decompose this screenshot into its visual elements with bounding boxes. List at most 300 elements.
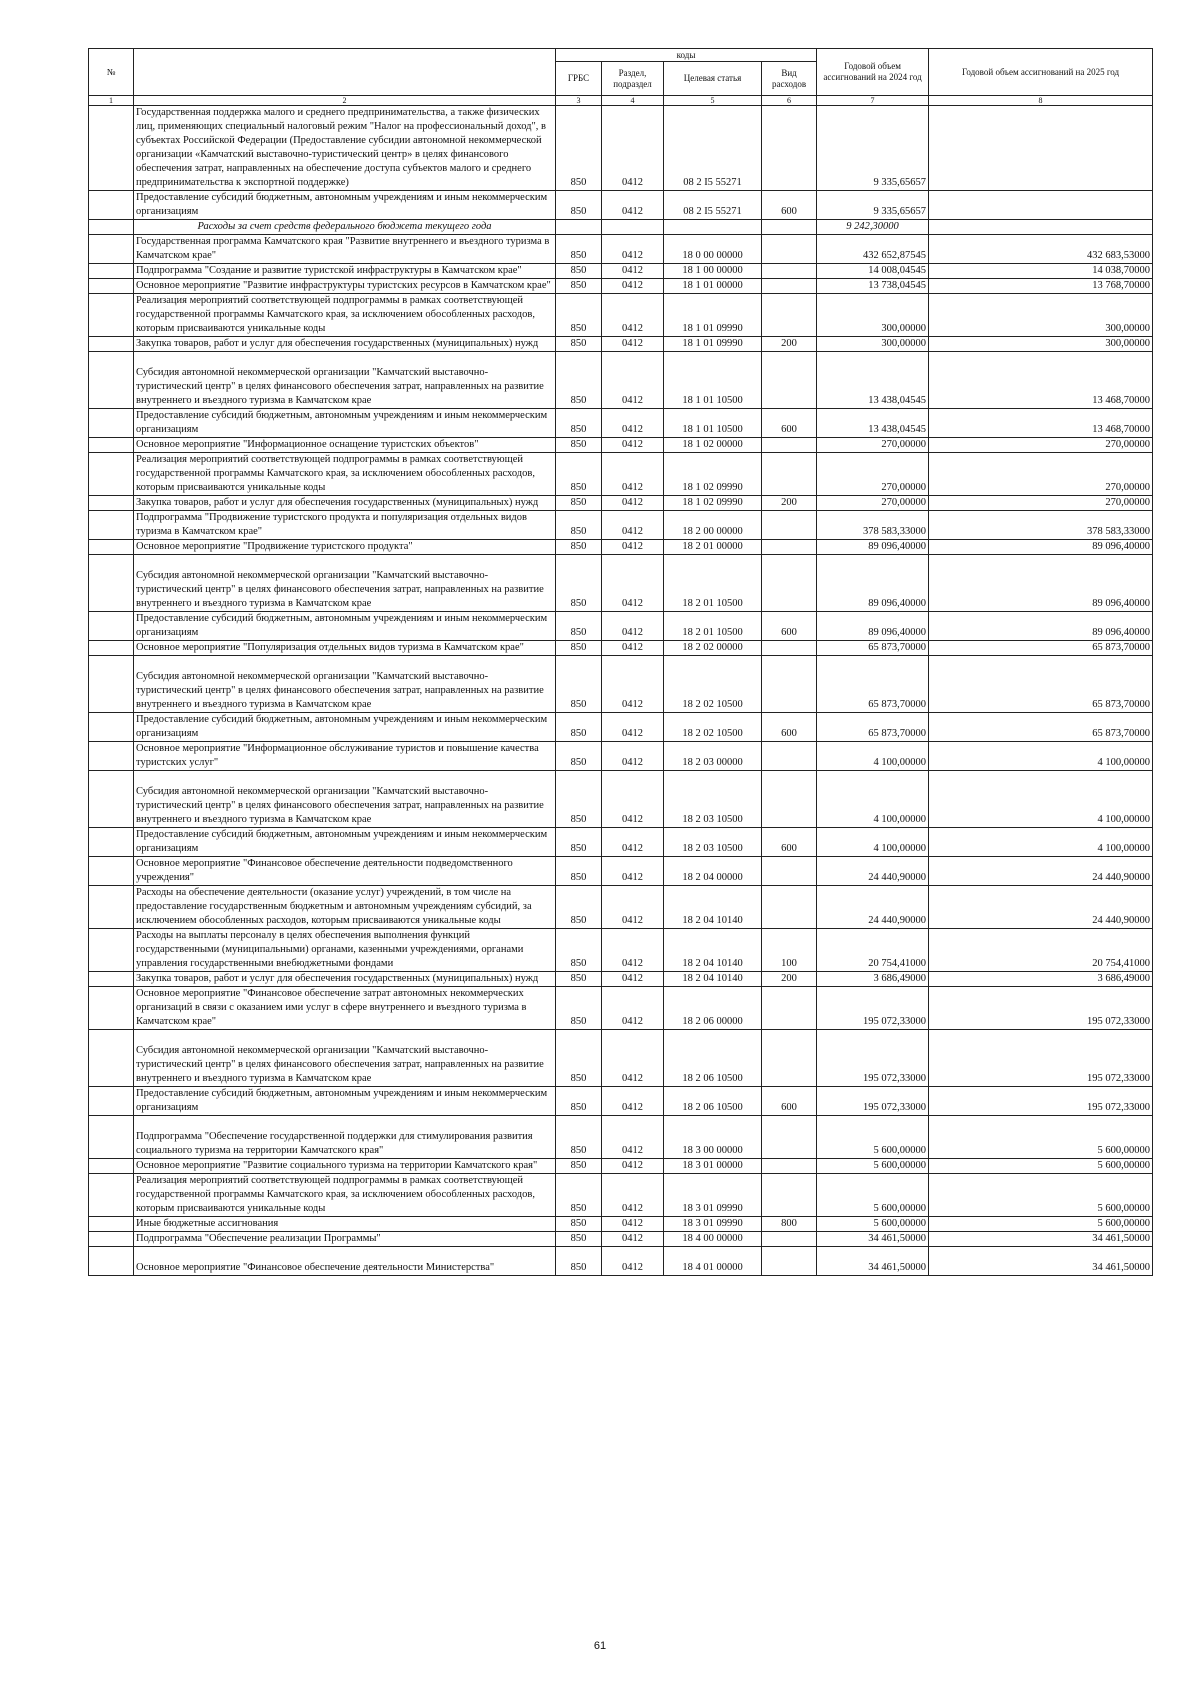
grbs-cell: 850 <box>556 828 602 857</box>
row-name-text: Предоставление субсидий бюджетным, автономным учреждениям и иным некоммерческим организациям <box>136 613 548 638</box>
row-name-text: Подпрограмма "Обеспечение государственной поддержки для стимулирования развития социального туризма на территории Камчатского края" <box>136 1131 533 1156</box>
vid-cell <box>762 235 817 264</box>
vol-2024-cell: 378 583,33000 <box>817 511 929 540</box>
razdel-cell: 0412 <box>602 886 664 929</box>
row-note-cell: Расходы за счет средств федерального бюджета текущего года <box>134 220 556 235</box>
table-row <box>89 106 1153 191</box>
row-name-text: Основное мероприятие "Популяризация отдельных видов туризма в Камчатском крае" <box>136 642 524 653</box>
vid-cell <box>762 771 817 828</box>
row-name-text: Предоставление субсидий бюджетным, автономным учреждениям и иным некоммерческим организациям <box>136 192 548 217</box>
page-number: 61 <box>593 1640 607 1652</box>
vol-2024-cell: 13 438,04545 <box>817 409 929 438</box>
row-name-text: Подпрограмма "Обеспечение реализации Программы" <box>136 1233 381 1244</box>
vol-2024-cell: 34 461,50000 <box>817 1247 929 1276</box>
vol-2025-cell: 5 600,00000 <box>929 1217 1153 1232</box>
row-name-cell <box>134 828 556 857</box>
vid-cell <box>762 294 817 337</box>
razdel-cell <box>602 220 664 235</box>
vol-2024-cell: 24 440,90000 <box>817 857 929 886</box>
vid-cell <box>762 279 817 294</box>
vol-2024-cell: 65 873,70000 <box>817 641 929 656</box>
razdel-cell: 0412 <box>602 352 664 409</box>
table-note-row <box>89 220 1153 235</box>
vol-2025-cell: 89 096,40000 <box>929 540 1153 555</box>
table-row <box>89 612 1153 641</box>
row-name-cell <box>134 453 556 496</box>
vol-2024-cell: 195 072,33000 <box>817 1087 929 1116</box>
vol-2025-cell: 195 072,33000 <box>929 987 1153 1030</box>
row-name-text: Основное мероприятие "Финансовое обеспечение затрат автономных некоммерческих организаций в связи с оказанием ими услуг в сфере внутреннего и въездного туризма в Камчатском крае" <box>136 988 527 1027</box>
table-row <box>89 656 1153 713</box>
column-index: 4 <box>602 96 664 106</box>
vol-2025-cell: 195 072,33000 <box>929 1087 1153 1116</box>
razdel-cell: 0412 <box>602 409 664 438</box>
grbs-cell: 850 <box>556 540 602 555</box>
vol-2025-cell: 5 600,00000 <box>929 1116 1153 1159</box>
razdel-cell: 0412 <box>602 1217 664 1232</box>
row-num-cell <box>89 438 134 453</box>
target-cell: 18 1 01 10500 <box>664 352 762 409</box>
target-cell: 18 2 01 10500 <box>664 612 762 641</box>
table-row <box>89 409 1153 438</box>
table-row <box>89 1232 1153 1247</box>
row-name-cell <box>134 191 556 220</box>
vid-cell <box>762 106 817 191</box>
vol-2025-cell: 34 461,50000 <box>929 1247 1153 1276</box>
vid-cell <box>762 857 817 886</box>
table-row <box>89 1217 1153 1232</box>
grbs-cell: 850 <box>556 1174 602 1217</box>
row-num-cell <box>89 540 134 555</box>
vol-2024-cell: 300,00000 <box>817 337 929 352</box>
row-name-cell <box>134 235 556 264</box>
table-row <box>89 540 1153 555</box>
vol-2025-cell: 13 468,70000 <box>929 409 1153 438</box>
column-index: 8 <box>929 96 1153 106</box>
row-name-text: Основное мероприятие "Развитие социального туризма на территории Камчатского края" <box>136 1160 538 1171</box>
vol-2025-cell: 195 072,33000 <box>929 1030 1153 1087</box>
vid-cell <box>762 1232 817 1247</box>
vid-cell: 600 <box>762 713 817 742</box>
vol-2024-cell: 300,00000 <box>817 294 929 337</box>
vol-2025-cell: 378 583,33000 <box>929 511 1153 540</box>
target-cell: 18 0 00 00000 <box>664 235 762 264</box>
row-num-cell <box>89 1087 134 1116</box>
vol-2025-cell: 24 440,90000 <box>929 886 1153 929</box>
table-row <box>89 1030 1153 1087</box>
row-num-cell <box>89 641 134 656</box>
vol-2025-cell: 5 600,00000 <box>929 1174 1153 1217</box>
row-name-cell <box>134 1159 556 1174</box>
row-name-cell <box>134 337 556 352</box>
vol-2025-cell: 300,00000 <box>929 337 1153 352</box>
grbs-cell: 850 <box>556 352 602 409</box>
row-num-cell <box>89 264 134 279</box>
target-cell: 18 1 02 09990 <box>664 453 762 496</box>
razdel-cell: 0412 <box>602 453 664 496</box>
target-cell: 08 2 I5 55271 <box>664 106 762 191</box>
row-name-cell <box>134 972 556 987</box>
vol-2024-cell: 195 072,33000 <box>817 987 929 1030</box>
vid-cell <box>762 453 817 496</box>
vid-cell <box>762 220 817 235</box>
vol-2024-cell: 20 754,41000 <box>817 929 929 972</box>
grbs-cell: 850 <box>556 264 602 279</box>
row-num-cell <box>89 742 134 771</box>
vid-cell: 200 <box>762 972 817 987</box>
row-name-cell <box>134 106 556 191</box>
grbs-cell: 850 <box>556 496 602 511</box>
row-name-cell <box>134 264 556 279</box>
vid-cell: 200 <box>762 496 817 511</box>
row-num-cell <box>89 352 134 409</box>
vid-cell <box>762 438 817 453</box>
table-row <box>89 886 1153 929</box>
row-name-text: Основное мероприятие "Финансовое обеспечение деятельности Министерства" <box>136 1262 495 1273</box>
row-name-cell <box>134 555 556 612</box>
column-index: 3 <box>556 96 602 106</box>
target-cell: 18 2 03 10500 <box>664 828 762 857</box>
row-num-cell <box>89 337 134 352</box>
row-name-text: Основное мероприятие "Финансовое обеспечение деятельности подведомственного учреждения" <box>136 858 513 883</box>
vol-2024-cell: 5 600,00000 <box>817 1217 929 1232</box>
row-name-text: Подпрограмма "Создание и развитие туристской инфраструктуры в Камчатском крае" <box>136 265 522 276</box>
header-name <box>134 49 556 96</box>
target-cell: 18 3 01 09990 <box>664 1174 762 1217</box>
grbs-cell: 850 <box>556 713 602 742</box>
row-num-cell <box>89 511 134 540</box>
row-num-cell <box>89 1174 134 1217</box>
vid-cell <box>762 742 817 771</box>
row-name-text: Закупка товаров, работ и услуг для обеспечения государственных (муниципальных) нужд <box>136 973 539 984</box>
vol-2025-cell: 4 100,00000 <box>929 771 1153 828</box>
target-cell: 18 2 02 00000 <box>664 641 762 656</box>
row-name-text: Субсидия автономной некоммерческой организации "Камчатский выставочно-туристический центр" в целях финансового обеспечения затрат, направленных на развитие внутреннего и въездного туризма в Камчатском крае <box>136 367 544 406</box>
vid-cell <box>762 1030 817 1087</box>
row-spacer <box>136 1030 553 1044</box>
vol-2024-cell: 13 738,04545 <box>817 279 929 294</box>
razdel-cell: 0412 <box>602 1030 664 1087</box>
vid-cell <box>762 1116 817 1159</box>
target-cell: 18 4 00 00000 <box>664 1232 762 1247</box>
vol-2025-cell <box>929 106 1153 191</box>
column-index-row <box>89 96 1153 106</box>
table-row <box>89 352 1153 409</box>
row-name-cell <box>134 987 556 1030</box>
target-cell: 18 2 04 10140 <box>664 886 762 929</box>
vid-cell <box>762 1174 817 1217</box>
target-cell: 18 1 02 09990 <box>664 496 762 511</box>
target-cell: 18 3 00 00000 <box>664 1116 762 1159</box>
vid-cell <box>762 1247 817 1276</box>
target-cell: 18 1 02 00000 <box>664 438 762 453</box>
grbs-cell: 850 <box>556 972 602 987</box>
vol-2024-cell: 4 100,00000 <box>817 828 929 857</box>
row-name-text: Реализация мероприятий соответствующей подпрограммы в рамках соответствующей государственной программы Камчатского края, за исключением обособленных расходов, которым присваиваются уникальные коды <box>136 454 535 493</box>
row-name-cell <box>134 742 556 771</box>
row-num-cell <box>89 106 134 191</box>
target-cell: 18 2 04 00000 <box>664 857 762 886</box>
grbs-cell: 850 <box>556 453 602 496</box>
target-cell: 18 2 00 00000 <box>664 511 762 540</box>
row-name-cell <box>134 1087 556 1116</box>
target-cell: 18 2 01 10500 <box>664 555 762 612</box>
vol-2024-cell: 432 652,87545 <box>817 235 929 264</box>
razdel-cell: 0412 <box>602 641 664 656</box>
row-name-cell <box>134 409 556 438</box>
target-cell: 18 2 02 10500 <box>664 656 762 713</box>
vol-2025-cell: 4 100,00000 <box>929 828 1153 857</box>
target-cell: 18 2 03 00000 <box>664 742 762 771</box>
header-target: Целевая статья <box>664 62 762 96</box>
vol-2025-cell: 5 600,00000 <box>929 1159 1153 1174</box>
vid-cell: 600 <box>762 612 817 641</box>
row-name-text: Предоставление субсидий бюджетным, автономным учреждениям и иным некоммерческим организациям <box>136 1088 548 1113</box>
header-vol-2025: Годовой объем ассигнований на 2025 год <box>929 49 1153 96</box>
table-row <box>89 1174 1153 1217</box>
grbs-cell: 850 <box>556 1087 602 1116</box>
razdel-cell: 0412 <box>602 929 664 972</box>
row-spacer <box>136 771 553 785</box>
razdel-cell: 0412 <box>602 656 664 713</box>
row-num-cell <box>89 656 134 713</box>
target-cell: 18 2 03 10500 <box>664 771 762 828</box>
header-razdel: Раздел, подраздел <box>602 62 664 96</box>
header-codes: коды <box>556 49 817 62</box>
vol-2025-cell: 24 440,90000 <box>929 857 1153 886</box>
target-cell: 18 2 06 10500 <box>664 1030 762 1087</box>
table-row <box>89 972 1153 987</box>
row-name-text: Субсидия автономной некоммерческой организации "Камчатский выставочно-туристический центр" в целях финансового обеспечения затрат, направленных на развитие внутреннего и въездного туризма в Камчатском крае <box>136 786 544 825</box>
header-num: № <box>89 49 134 96</box>
razdel-cell: 0412 <box>602 857 664 886</box>
row-name-cell <box>134 294 556 337</box>
vol-2025-cell: 432 683,53000 <box>929 235 1153 264</box>
row-num-cell <box>89 1217 134 1232</box>
row-name-cell <box>134 771 556 828</box>
grbs-cell: 850 <box>556 1159 602 1174</box>
row-name-cell <box>134 1030 556 1087</box>
row-name-text: Субсидия автономной некоммерческой организации "Камчатский выставочно-туристический центр" в целях финансового обеспечения затрат, направленных на развитие внутреннего и въездного туризма в Камчатском крае <box>136 671 544 710</box>
row-name-cell <box>134 641 556 656</box>
table-row <box>89 1247 1153 1276</box>
razdel-cell: 0412 <box>602 742 664 771</box>
table-row <box>89 1087 1153 1116</box>
row-name-text: Государственная поддержка малого и среднего предпринимательства, а также физических лиц, применяющих специальный налоговый режим "Налог на профессиональный доход", в субъектах Российской Федерации (Предоставление субсидии автономной некоммерческой организации «Камчатский выставочно-туристический центр» в целях финансового обеспечения затрат, направленных на обеспечение доступа субъектов малого и среднего предпринимательства к экспортной поддержке) <box>136 107 547 188</box>
vid-cell <box>762 352 817 409</box>
vid-cell <box>762 540 817 555</box>
grbs-cell: 850 <box>556 612 602 641</box>
vid-cell: 600 <box>762 828 817 857</box>
grbs-cell: 850 <box>556 771 602 828</box>
vid-cell <box>762 886 817 929</box>
vol-2025-cell: 300,00000 <box>929 294 1153 337</box>
razdel-cell: 0412 <box>602 1116 664 1159</box>
budget-table <box>88 48 1153 1276</box>
razdel-cell: 0412 <box>602 235 664 264</box>
razdel-cell: 0412 <box>602 337 664 352</box>
razdel-cell: 0412 <box>602 1087 664 1116</box>
vid-cell: 200 <box>762 337 817 352</box>
vid-cell <box>762 264 817 279</box>
row-name-cell <box>134 857 556 886</box>
grbs-cell: 850 <box>556 337 602 352</box>
target-cell: 18 2 02 10500 <box>664 713 762 742</box>
table-row <box>89 294 1153 337</box>
target-cell: 18 2 01 00000 <box>664 540 762 555</box>
grbs-cell: 850 <box>556 929 602 972</box>
row-spacer <box>136 1116 553 1130</box>
vol-2024-cell: 270,00000 <box>817 453 929 496</box>
row-num-cell <box>89 279 134 294</box>
vol-2025-cell: 13 768,70000 <box>929 279 1153 294</box>
row-name-text: Расходы на обеспечение деятельности (оказание услуг) учреждений, в том числе на предоставление государственным бюджетным и автономным учреждениям субсидий, за исключением обособленных расходов, которым присваиваются уникальные коды <box>136 887 532 926</box>
row-name-text: Государственная программа Камчатского края "Развитие внутреннего и въездного туризма в Камчатском крае" <box>136 236 550 261</box>
vol-2024-cell: 195 072,33000 <box>817 1030 929 1087</box>
row-spacer <box>136 555 553 569</box>
target-cell: 18 2 06 00000 <box>664 987 762 1030</box>
grbs-cell: 850 <box>556 279 602 294</box>
grbs-cell: 850 <box>556 555 602 612</box>
grbs-cell: 850 <box>556 409 602 438</box>
vid-cell <box>762 511 817 540</box>
razdel-cell: 0412 <box>602 771 664 828</box>
target-cell: 18 4 01 00000 <box>664 1247 762 1276</box>
table-row <box>89 264 1153 279</box>
row-name-text: Предоставление субсидий бюджетным, автономным учреждениям и иным некоммерческим организациям <box>136 829 548 854</box>
target-cell: 18 3 01 00000 <box>664 1159 762 1174</box>
razdel-cell: 0412 <box>602 294 664 337</box>
razdel-cell: 0412 <box>602 555 664 612</box>
vol-2024-cell: 270,00000 <box>817 438 929 453</box>
header-vol-2024: Годовой объем ассигнований на 2024 год <box>817 49 929 96</box>
table-row <box>89 742 1153 771</box>
grbs-cell: 850 <box>556 235 602 264</box>
razdel-cell: 0412 <box>602 279 664 294</box>
target-cell: 18 3 01 09990 <box>664 1217 762 1232</box>
razdel-cell: 0412 <box>602 511 664 540</box>
grbs-cell: 850 <box>556 742 602 771</box>
column-index: 7 <box>817 96 929 106</box>
vol-2024-cell: 89 096,40000 <box>817 612 929 641</box>
target-cell: 18 1 01 09990 <box>664 294 762 337</box>
vid-cell: 100 <box>762 929 817 972</box>
vid-cell <box>762 641 817 656</box>
razdel-cell: 0412 <box>602 438 664 453</box>
row-name-cell <box>134 929 556 972</box>
razdel-cell: 0412 <box>602 191 664 220</box>
row-num-cell <box>89 1159 134 1174</box>
grbs-cell: 850 <box>556 656 602 713</box>
table-row <box>89 987 1153 1030</box>
razdel-cell: 0412 <box>602 713 664 742</box>
grbs-cell: 850 <box>556 191 602 220</box>
row-num-cell <box>89 828 134 857</box>
grbs-cell <box>556 220 602 235</box>
vid-cell: 600 <box>762 191 817 220</box>
table-row <box>89 337 1153 352</box>
vol-2025-cell: 270,00000 <box>929 496 1153 511</box>
vol-2024-cell: 34 461,50000 <box>817 1232 929 1247</box>
row-spacer <box>136 1247 553 1261</box>
row-num-cell <box>89 1247 134 1276</box>
vol-2025-cell: 65 873,70000 <box>929 656 1153 713</box>
row-name-text: Иные бюджетные ассигнования <box>136 1218 279 1229</box>
razdel-cell: 0412 <box>602 972 664 987</box>
grbs-cell: 850 <box>556 1116 602 1159</box>
target-cell: 18 2 04 10140 <box>664 972 762 987</box>
table-row <box>89 1116 1153 1159</box>
target-cell <box>664 220 762 235</box>
vol-2025-cell: 65 873,70000 <box>929 713 1153 742</box>
table-row <box>89 929 1153 972</box>
row-name-text: Основное мероприятие "Информационное обслуживание туристов и повышение качества туристских услуг" <box>136 743 539 768</box>
row-num-cell <box>89 496 134 511</box>
target-cell: 18 1 01 09990 <box>664 337 762 352</box>
vol-2024-cell: 4 100,00000 <box>817 742 929 771</box>
grbs-cell: 850 <box>556 1217 602 1232</box>
table-row <box>89 641 1153 656</box>
row-num-cell <box>89 235 134 264</box>
vol-2024-cell: 14 008,04545 <box>817 264 929 279</box>
table-row <box>89 771 1153 828</box>
vol-2025-cell <box>929 191 1153 220</box>
vol-2024-cell: 5 600,00000 <box>817 1174 929 1217</box>
row-num-cell <box>89 612 134 641</box>
column-index: 2 <box>134 96 556 106</box>
table-row <box>89 713 1153 742</box>
table-body <box>89 106 1153 1276</box>
row-num-cell <box>89 713 134 742</box>
row-num-cell <box>89 220 134 235</box>
row-spacer <box>136 656 553 670</box>
vol-2025-cell: 89 096,40000 <box>929 555 1153 612</box>
row-name-text: Предоставление субсидий бюджетным, автономным учреждениям и иным некоммерческим организациям <box>136 714 548 739</box>
row-name-cell <box>134 438 556 453</box>
row-name-cell <box>134 279 556 294</box>
row-name-cell <box>134 352 556 409</box>
vol-2025-cell: 14 038,70000 <box>929 264 1153 279</box>
row-name-cell <box>134 540 556 555</box>
razdel-cell: 0412 <box>602 540 664 555</box>
vol-2025-cell: 13 468,70000 <box>929 352 1153 409</box>
razdel-cell: 0412 <box>602 1232 664 1247</box>
vol-2024-cell: 9 335,65657 <box>817 106 929 191</box>
budget-table-page <box>88 48 1152 1276</box>
table-row <box>89 555 1153 612</box>
row-num-cell <box>89 987 134 1030</box>
row-name-cell <box>134 1217 556 1232</box>
table-row <box>89 279 1153 294</box>
vol-2024-cell: 65 873,70000 <box>817 656 929 713</box>
row-name-cell <box>134 886 556 929</box>
row-spacer <box>136 352 553 366</box>
column-index: 5 <box>664 96 762 106</box>
target-cell: 18 1 01 00000 <box>664 279 762 294</box>
row-name-text: Подпрограмма "Продвижение туристского продукта и популяризация отдельных видов туризма в Камчатском крае" <box>136 512 527 537</box>
vol-2025-cell: 270,00000 <box>929 438 1153 453</box>
row-name-cell <box>134 612 556 641</box>
row-name-text: Реализация мероприятий соответствующей подпрограммы в рамках соответствующей государственной программы Камчатского края, за исключением обособленных расходов, которым присваиваются уникальные коды <box>136 1175 535 1214</box>
row-name-text: Субсидия автономной некоммерческой организации "Камчатский выставочно-туристический центр" в целях финансового обеспечения затрат, направленных на развитие внутреннего и въездного туризма в Камчатском крае <box>136 1045 544 1084</box>
row-num-cell <box>89 191 134 220</box>
vol-2025-cell: 4 100,00000 <box>929 742 1153 771</box>
vid-cell: 600 <box>762 409 817 438</box>
row-name-text: Расходы на выплаты персоналу в целях обеспечения выполнения функций государственными (муниципальными) органами, казенными учреждениями, органами управления государственными внебюджетными фондами <box>136 930 524 969</box>
target-cell: 18 1 01 10500 <box>664 409 762 438</box>
table-row <box>89 511 1153 540</box>
table-row <box>89 496 1153 511</box>
